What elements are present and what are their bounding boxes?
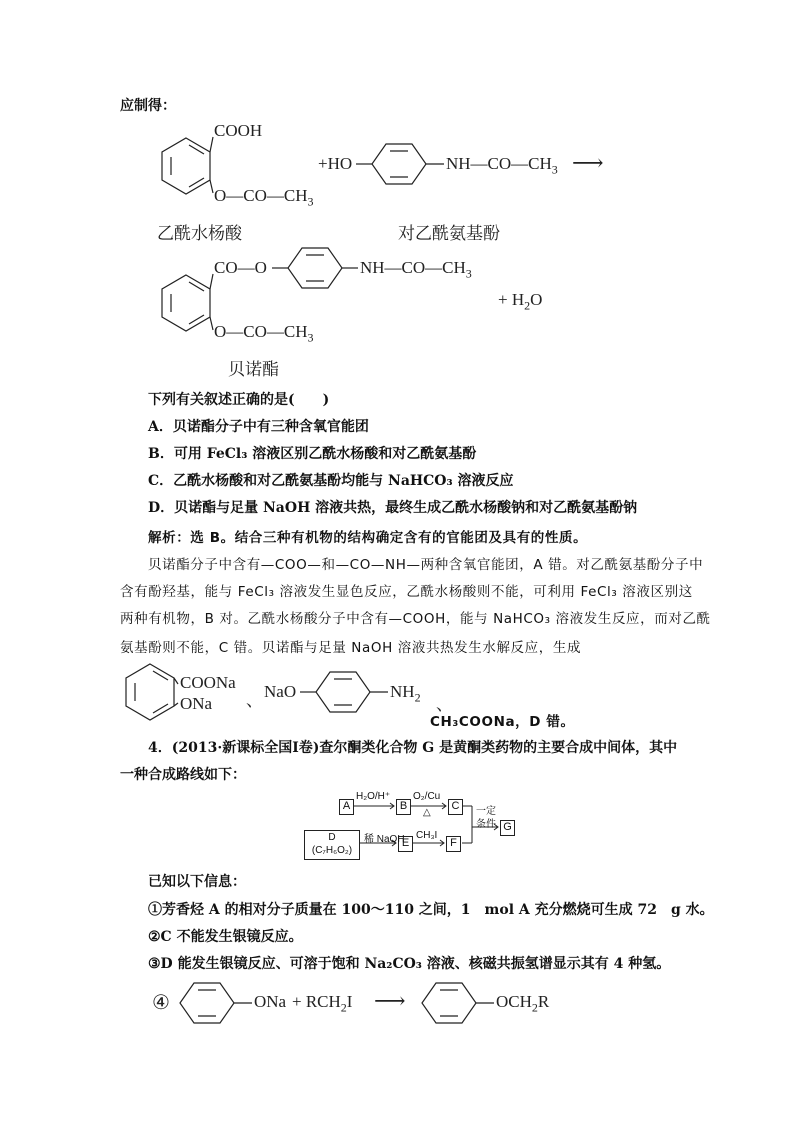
condition-cg-2: 条件 — [476, 819, 496, 830]
coona-group: COONa — [180, 673, 236, 692]
product-acetoxy-subscript: 3 — [307, 330, 314, 345]
acetoxy-group — [214, 186, 314, 209]
option-d: D．贝诺酯与足量 NaOH 溶液共热，最终生成乙酰水杨酸钠和对乙酰氨基酚钠 — [148, 500, 638, 516]
known-item-3: ③D 能发生银镜反应、可溶于饱和 Na₂CO₃ 溶液、核磁共振氢谱显示其有 4 种氢。 — [148, 956, 671, 972]
amino-text: NH — [390, 682, 415, 701]
label-acetaminophen: 对乙酰氨基酚 — [398, 224, 500, 244]
reaction-arrow: ⟶ — [572, 150, 604, 175]
sodium-salicylate-ring — [126, 664, 178, 720]
route-box-f: F — [446, 836, 461, 852]
analysis-tail: CH₃COONa，D 错。 — [430, 714, 575, 730]
known-item-1: ①芳香烃 A 的相对分子质量在 100～110 之间，1 mol A 充分燃烧可生成 72 g 水。 — [148, 902, 714, 918]
option-c: C．乙酰水杨酸和对乙酰氨基酚均能与 NaHCO₃ 溶液反应 — [148, 473, 514, 489]
route-d-label: D — [328, 832, 336, 843]
eq4-alkyl-iodide — [292, 992, 352, 1015]
product-acetamide-subscript: 3 — [465, 266, 472, 281]
route-box-b: B — [396, 799, 411, 815]
q4-line-1: 4．(2013·新课标全国Ⅰ卷)查尔酮类化合物 G 是黄酮类药物的主要合成中间体，其中 — [148, 740, 678, 756]
separator-2: 、 — [436, 695, 453, 714]
acetoxy-subscript: 3 — [307, 194, 314, 209]
eq4-och-subscript: 2 — [531, 1000, 538, 1015]
product-acetoxy — [214, 322, 314, 345]
acetamide-subscript: 3 — [551, 162, 558, 177]
cooh-group: COOH — [214, 121, 263, 140]
reagent-ef: CH₃I — [416, 830, 438, 841]
known-item-2: ②C 不能发生银镜反应。 — [148, 929, 303, 945]
acetamide-group — [446, 154, 558, 177]
option-b: B．可用 FeCl₃ 溶液区别乙酰水杨酸和对乙酰氨基酚 — [148, 446, 477, 462]
route-box-a: A — [339, 799, 354, 815]
amino-group — [390, 682, 421, 705]
water-subscript: 2 — [524, 298, 531, 313]
reagent-bc: O₂/Cu — [413, 791, 441, 802]
eq4-ether-group — [496, 992, 549, 1015]
acetamide-text: NH—CO—CH — [446, 154, 552, 173]
acetoxy-text: O—CO—CH — [214, 186, 308, 205]
salicyl-benzene-ring — [162, 137, 213, 194]
product-acetoxy-text: O—CO—CH — [214, 322, 308, 341]
reagent-ab: H₂O/H⁺ — [356, 791, 391, 802]
label-benorilate: 贝诺酯 — [228, 360, 279, 380]
analysis-head: 解析：选 B。结合三种有机物的结构确定含有的官能团及具有的性质。 — [148, 530, 588, 546]
route-box-c: C — [448, 799, 463, 815]
option-a: A．贝诺酯分子中有三种含氧官能团 — [148, 419, 369, 435]
eq4-ona: ONa — [254, 992, 287, 1011]
water-plus-h: + H — [498, 290, 525, 309]
nao-group: NaO — [264, 682, 297, 701]
ona-group: ONa — [180, 694, 213, 713]
water-o: O — [530, 290, 543, 309]
eq4-iodine: I — [346, 992, 353, 1011]
condition-cg-1: 一定 — [476, 806, 496, 817]
reagent-de: 稀 NaOH — [364, 834, 405, 845]
eq4-rch-subscript: 2 — [340, 1000, 347, 1015]
analysis-line-4: 氨基酚则不能，C 错。贝诺酯与足量 NaOH 溶液共热发生水解反应，生成 — [120, 640, 582, 656]
eq4-arrow: ⟶ — [374, 988, 406, 1013]
product-acetamide — [360, 258, 472, 281]
label-acetylsalicylic-acid: 乙酰水杨酸 — [157, 224, 242, 244]
eq4-rch-text: + RCH — [292, 992, 341, 1011]
route-box-d — [304, 830, 360, 860]
ether-ring — [422, 983, 494, 1023]
separator-1: 、 — [246, 691, 263, 710]
aminophenolate-ring — [300, 672, 388, 712]
question-stem: 下列有关叙述正确的是( ) — [148, 392, 330, 408]
analysis-line-3: 两种有机物，B 对。乙酰水杨酸分子中含有—COOH，能与 NaHCO₃ 溶液发生反应，而对乙酰 — [120, 611, 711, 627]
known-title: 已知以下信息： — [148, 874, 246, 890]
eq4-r: R — [537, 992, 550, 1011]
acetaminophen-ring — [356, 144, 444, 184]
analysis-line-1: 贝诺酯分子中含有—COO—和—CO—NH—两种含氧官能团，A 错。对乙酰氨基酚分子中 — [148, 557, 704, 573]
equation-number: ④ — [152, 992, 170, 1014]
phenoxide-ring — [180, 983, 252, 1023]
intro-text: 应制得： — [120, 98, 176, 114]
q4-line-2: 一种合成路线如下： — [120, 767, 246, 783]
condition-bc: △ — [423, 807, 431, 818]
hydroxy-prefix: +HO — [318, 154, 353, 173]
product-acetamide-text: NH—CO—CH — [360, 258, 466, 277]
amino-subscript: 2 — [414, 690, 421, 705]
eq4-och-text: OCH — [496, 992, 532, 1011]
benorilate-para-ring — [272, 248, 358, 288]
route-box-g: G — [500, 820, 515, 836]
benorilate-benzene-ring — [162, 274, 213, 331]
route-box-e: E — [398, 836, 413, 852]
analysis-line-2: 含有酚羟基，能与 FeCl₃ 溶液发生显色反应，乙酰水杨酸则不能，可利用 FeCl₃ 溶液区别这 — [120, 584, 693, 600]
route-d-formula: (C₇H₆O₂) — [311, 845, 353, 856]
ester-link: CO—O — [214, 258, 267, 277]
water-product — [498, 290, 542, 313]
